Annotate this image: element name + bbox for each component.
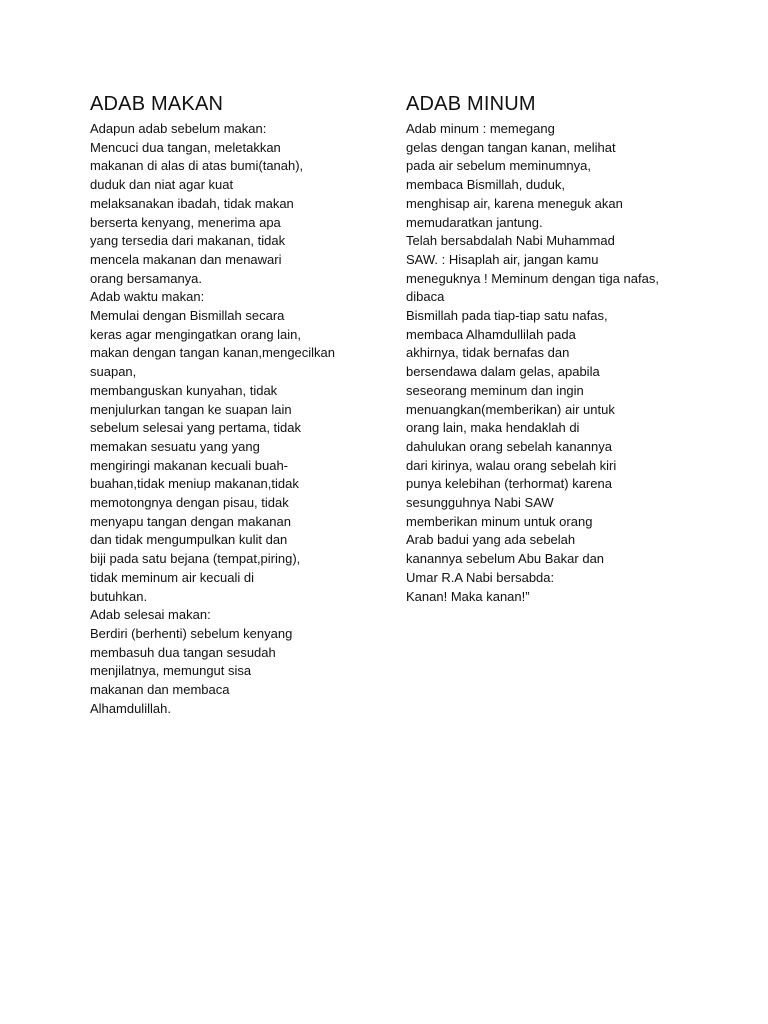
text-line: Adab waktu makan: <box>90 289 205 305</box>
text-line: dan tidak mengumpulkan kulit dan <box>90 532 288 548</box>
text-line: suapan, <box>90 364 137 380</box>
text-adab-makan <box>90 120 390 719</box>
text-line: Adab selesai makan: <box>90 607 211 623</box>
text-line: membasuh dua tangan sesudah <box>90 644 276 660</box>
text-line: buahan,tidak meniup makanan,tidak <box>90 476 299 492</box>
text-line: menjilatnya, memungut sisa <box>90 663 252 679</box>
text-line: menyapu tangan dengan makanan <box>90 513 291 529</box>
text-line: punya kelebihan (terhormat) karena <box>406 476 612 492</box>
text-line: butuhkan. <box>90 588 148 604</box>
text-line: duduk dan niat agar kuat <box>90 177 234 193</box>
text-line: mencela makanan dan menawari <box>90 251 282 267</box>
text-line: tidak meminum air kecuali di <box>90 569 255 585</box>
text-line: bersendawa dalam gelas, apabila <box>406 364 600 380</box>
text-line: pada air sebelum meminumnya, <box>406 158 591 174</box>
text-line: dahulukan orang sebelah kanannya <box>406 438 613 454</box>
column-adab-minum <box>406 92 706 606</box>
text-line: Adab minum : memegang <box>406 121 555 136</box>
text-line: Adapun adab sebelum makan: <box>90 121 267 136</box>
text-line: akhirnya, tidak bernafas dan <box>406 345 570 361</box>
text-line: SAW. : Hisaplah air, jangan kamu <box>406 251 599 267</box>
text-line: makanan di alas di atas bumi(tanah), <box>90 158 304 174</box>
text-line: mengiringi makanan kecuali buah- <box>90 457 289 473</box>
text-line: Kanan! Maka kanan!” <box>406 588 530 604</box>
column-adab-makan <box>90 92 390 719</box>
text-line: memudaratkan jantung. <box>406 214 543 230</box>
text-line: makanan dan membaca <box>90 682 230 698</box>
text-line: memotongnya dengan pisau, tidak <box>90 495 289 511</box>
heading-adab-minum: ADAB MINUM <box>406 93 536 115</box>
text-line: berserta kenyang, menerima apa <box>90 214 281 230</box>
text-line: menuangkan(memberikan) air untuk <box>406 401 615 417</box>
text-line: Berdiri (berhenti) sebelum kenyang <box>90 625 293 641</box>
text-line: sesungguhnya Nabi SAW <box>406 495 554 511</box>
text-line: dari kirinya, walau orang sebelah kiri <box>406 457 617 473</box>
heading-adab-makan: ADAB MAKAN <box>90 93 224 115</box>
text-line: seseorang meminum dan ingin <box>406 382 584 398</box>
text-line: Mencuci dua tangan, meletakkan <box>90 139 281 155</box>
text-line: Arab badui yang ada sebelah <box>406 532 576 548</box>
text-line: membaca Alhamdullilah pada <box>406 326 576 342</box>
text-adab-minum <box>406 120 706 606</box>
text-line: memberikan minum untuk orang <box>406 513 593 529</box>
text-line: Telah bersabdalah Nabi Muhammad <box>406 233 615 249</box>
text-line: sebelum selesai yang pertama, tidak <box>90 420 302 436</box>
text-line: keras agar mengingatkan orang lain, <box>90 326 302 342</box>
text-line: kanannya sebelum Abu Bakar dan <box>406 551 605 567</box>
text-line: menghisap air, karena meneguk akan <box>406 195 623 211</box>
text-line: meneguknya ! Meminum dengan tiga nafas, <box>406 270 659 286</box>
text-line: Bismillah pada tiap-tiap satu nafas, <box>406 308 608 324</box>
text-line: biji pada satu bejana (tempat,piring), <box>90 551 301 567</box>
text-line: melaksanakan ibadah, tidak makan <box>90 195 294 211</box>
text-line: gelas dengan tangan kanan, melihat <box>406 139 616 155</box>
text-line: Umar R.A Nabi bersabda: <box>406 569 555 585</box>
text-line: menjulurkan tangan ke suapan lain <box>90 401 292 417</box>
text-line: membanguskan kunyahan, tidak <box>90 382 278 398</box>
text-line: makan dengan tangan kanan,mengecilkan <box>90 345 336 361</box>
text-line: memakan sesuatu yang yang <box>90 438 260 454</box>
text-line: dibaca <box>406 289 445 305</box>
text-line: membaca Bismillah, duduk, <box>406 177 565 193</box>
text-line: orang bersamanya. <box>90 270 203 286</box>
text-line: orang lain, maka hendaklah di <box>406 420 580 436</box>
text-line: Memulai dengan Bismillah secara <box>90 308 285 324</box>
text-line: Alhamdulillah. <box>90 700 171 716</box>
text-line: yang tersedia dari makanan, tidak <box>90 233 286 249</box>
